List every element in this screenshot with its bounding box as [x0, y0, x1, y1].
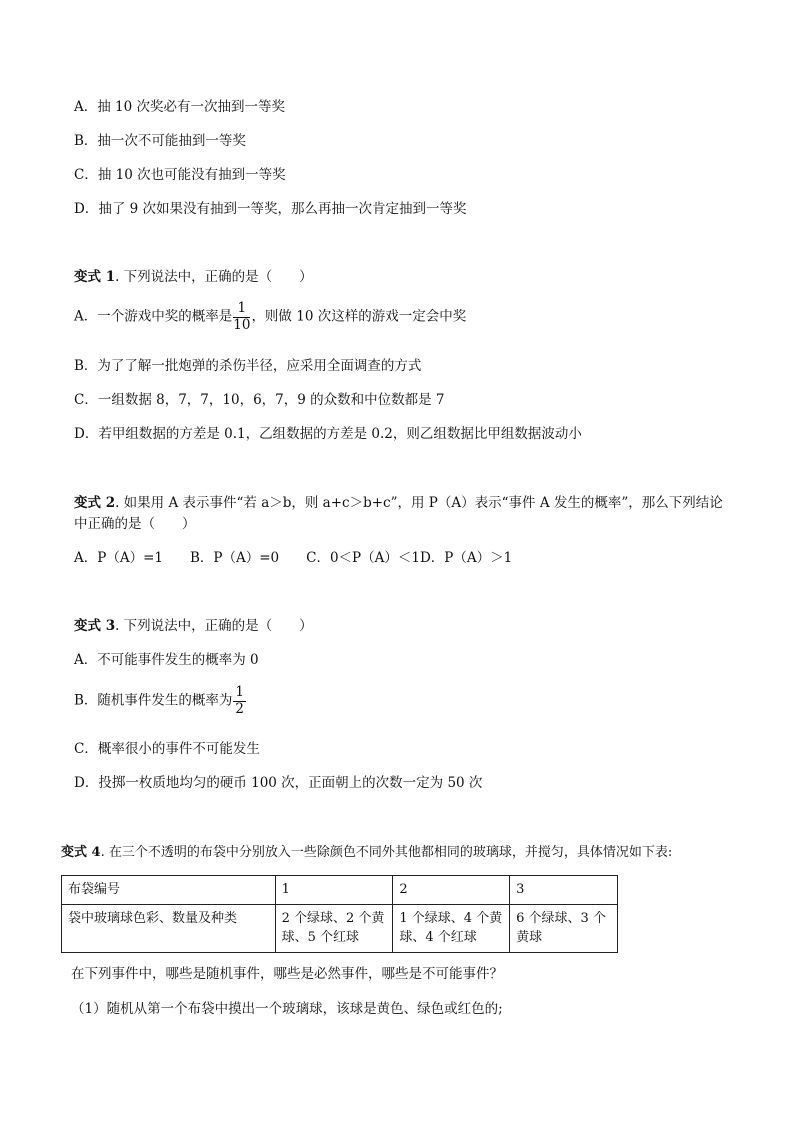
table-header-row [62, 876, 618, 905]
table-header-cell: 3 [510, 876, 618, 905]
table-cell: 袋中玻璃球色彩、数量及种类 [62, 904, 276, 952]
v4-question: 在下列事件中，哪些是随机事件，哪些是必然事件，哪些是不可能事件？ [71, 966, 503, 982]
v3-label: 变式 3 [74, 618, 116, 634]
v4-stem-text: . 在三个不透明的布袋中分别放入一些除颜色不同外其他都相同的玻璃球，并搅匀，具体情况如下表: [100, 845, 673, 860]
q0-option-b: B．抽一次不可能抽到一等奖 [74, 133, 246, 149]
fraction-numerator: 1 [235, 684, 245, 700]
table-cell: 6 个绿球、3 个黄球 [510, 904, 618, 952]
table-header-cell: 1 [275, 876, 393, 905]
fraction-denominator: 10 [233, 316, 251, 333]
q0-option-a: A．抽 10 次奖必有一次抽到一等奖 [74, 99, 286, 115]
table-cell: 2 个绿球、2 个黄球、5 个红球 [275, 904, 393, 952]
table-header-cell: 布袋编号 [62, 876, 276, 905]
v1-label: 变式 1 [74, 269, 116, 285]
v1-stem [74, 271, 313, 285]
v3-option-c: C．概率很小的事件不可能发生 [74, 741, 260, 757]
v3-option-b [74, 686, 247, 716]
v2-stem-text: . 如果用 A 表示事件“若 a＞b，则 a+c＞b+c”，用 P（A）表示“事件 A 发生的概率”，那么下列结论 [115, 495, 723, 511]
v4-label: 变式 4 [61, 845, 101, 860]
table-cell: 1 个绿球、4 个黄球、4 个红球 [393, 904, 510, 952]
v3-option-d: D．投掷一枚质地均匀的硬币 100 次，正面朝上的次数一定为 50 次 [74, 775, 483, 791]
v4-sub-question-1: （1）随机从第一个布袋中摸出一个玻璃球，该球是黄色、绿色或红色的; [71, 1001, 503, 1017]
v3-stem-text: . 下列说法中，正确的是（ ） [115, 618, 313, 634]
v3-stem [74, 620, 313, 634]
v2-label: 变式 2 [74, 495, 116, 511]
v1-option-c: C．一组数据 8，7，7，10，6，7，9 的众数和中位数都是 7 [74, 392, 445, 408]
q0-option-d: D．抽了 9 次如果没有抽到一等奖，那么再抽一次肯定抽到一等奖 [74, 201, 467, 217]
v4-stem [61, 846, 672, 859]
v1-option-a-text: A．一个游戏中奖的概率是 [74, 308, 233, 325]
table-header-cell: 2 [393, 876, 510, 905]
bag-info-table [61, 875, 618, 953]
v2-stem-line2: 中正确的是（ ） [74, 516, 196, 532]
fraction-numerator: 1 [233, 302, 250, 318]
q0-option-c: C．抽 10 次也可能没有抽到一等奖 [74, 167, 286, 183]
fraction-1-2 [233, 686, 246, 716]
v1-option-d: D．若甲组数据的方差是 0.1，乙组数据的方差是 0.2，则乙组数据比甲组数据波动小 [74, 426, 582, 442]
fraction-1-10 [233, 302, 250, 332]
v1-option-b: B．为了了解一批炮弹的杀伤半径，应采用全面调查的方式 [74, 358, 422, 374]
table-row [62, 904, 618, 952]
v3-option-a: A．不可能事件发生的概率为 0 [74, 652, 259, 668]
v2-options: A．P（A）=1 B．P（A）=0 C．0＜P（A）＜1D．P（A）＞1 [74, 550, 513, 566]
v1-option-a [74, 302, 466, 332]
v1-option-a-tail: ，则做 10 次这样的游戏一定会中奖 [251, 308, 467, 325]
v3-option-b-text: B．随机事件发生的概率为 [74, 692, 233, 709]
v2-stem-line1 [74, 497, 723, 511]
fraction-denominator: 2 [235, 700, 245, 717]
v1-stem-text: . 下列说法中，正确的是（ ） [115, 269, 313, 285]
